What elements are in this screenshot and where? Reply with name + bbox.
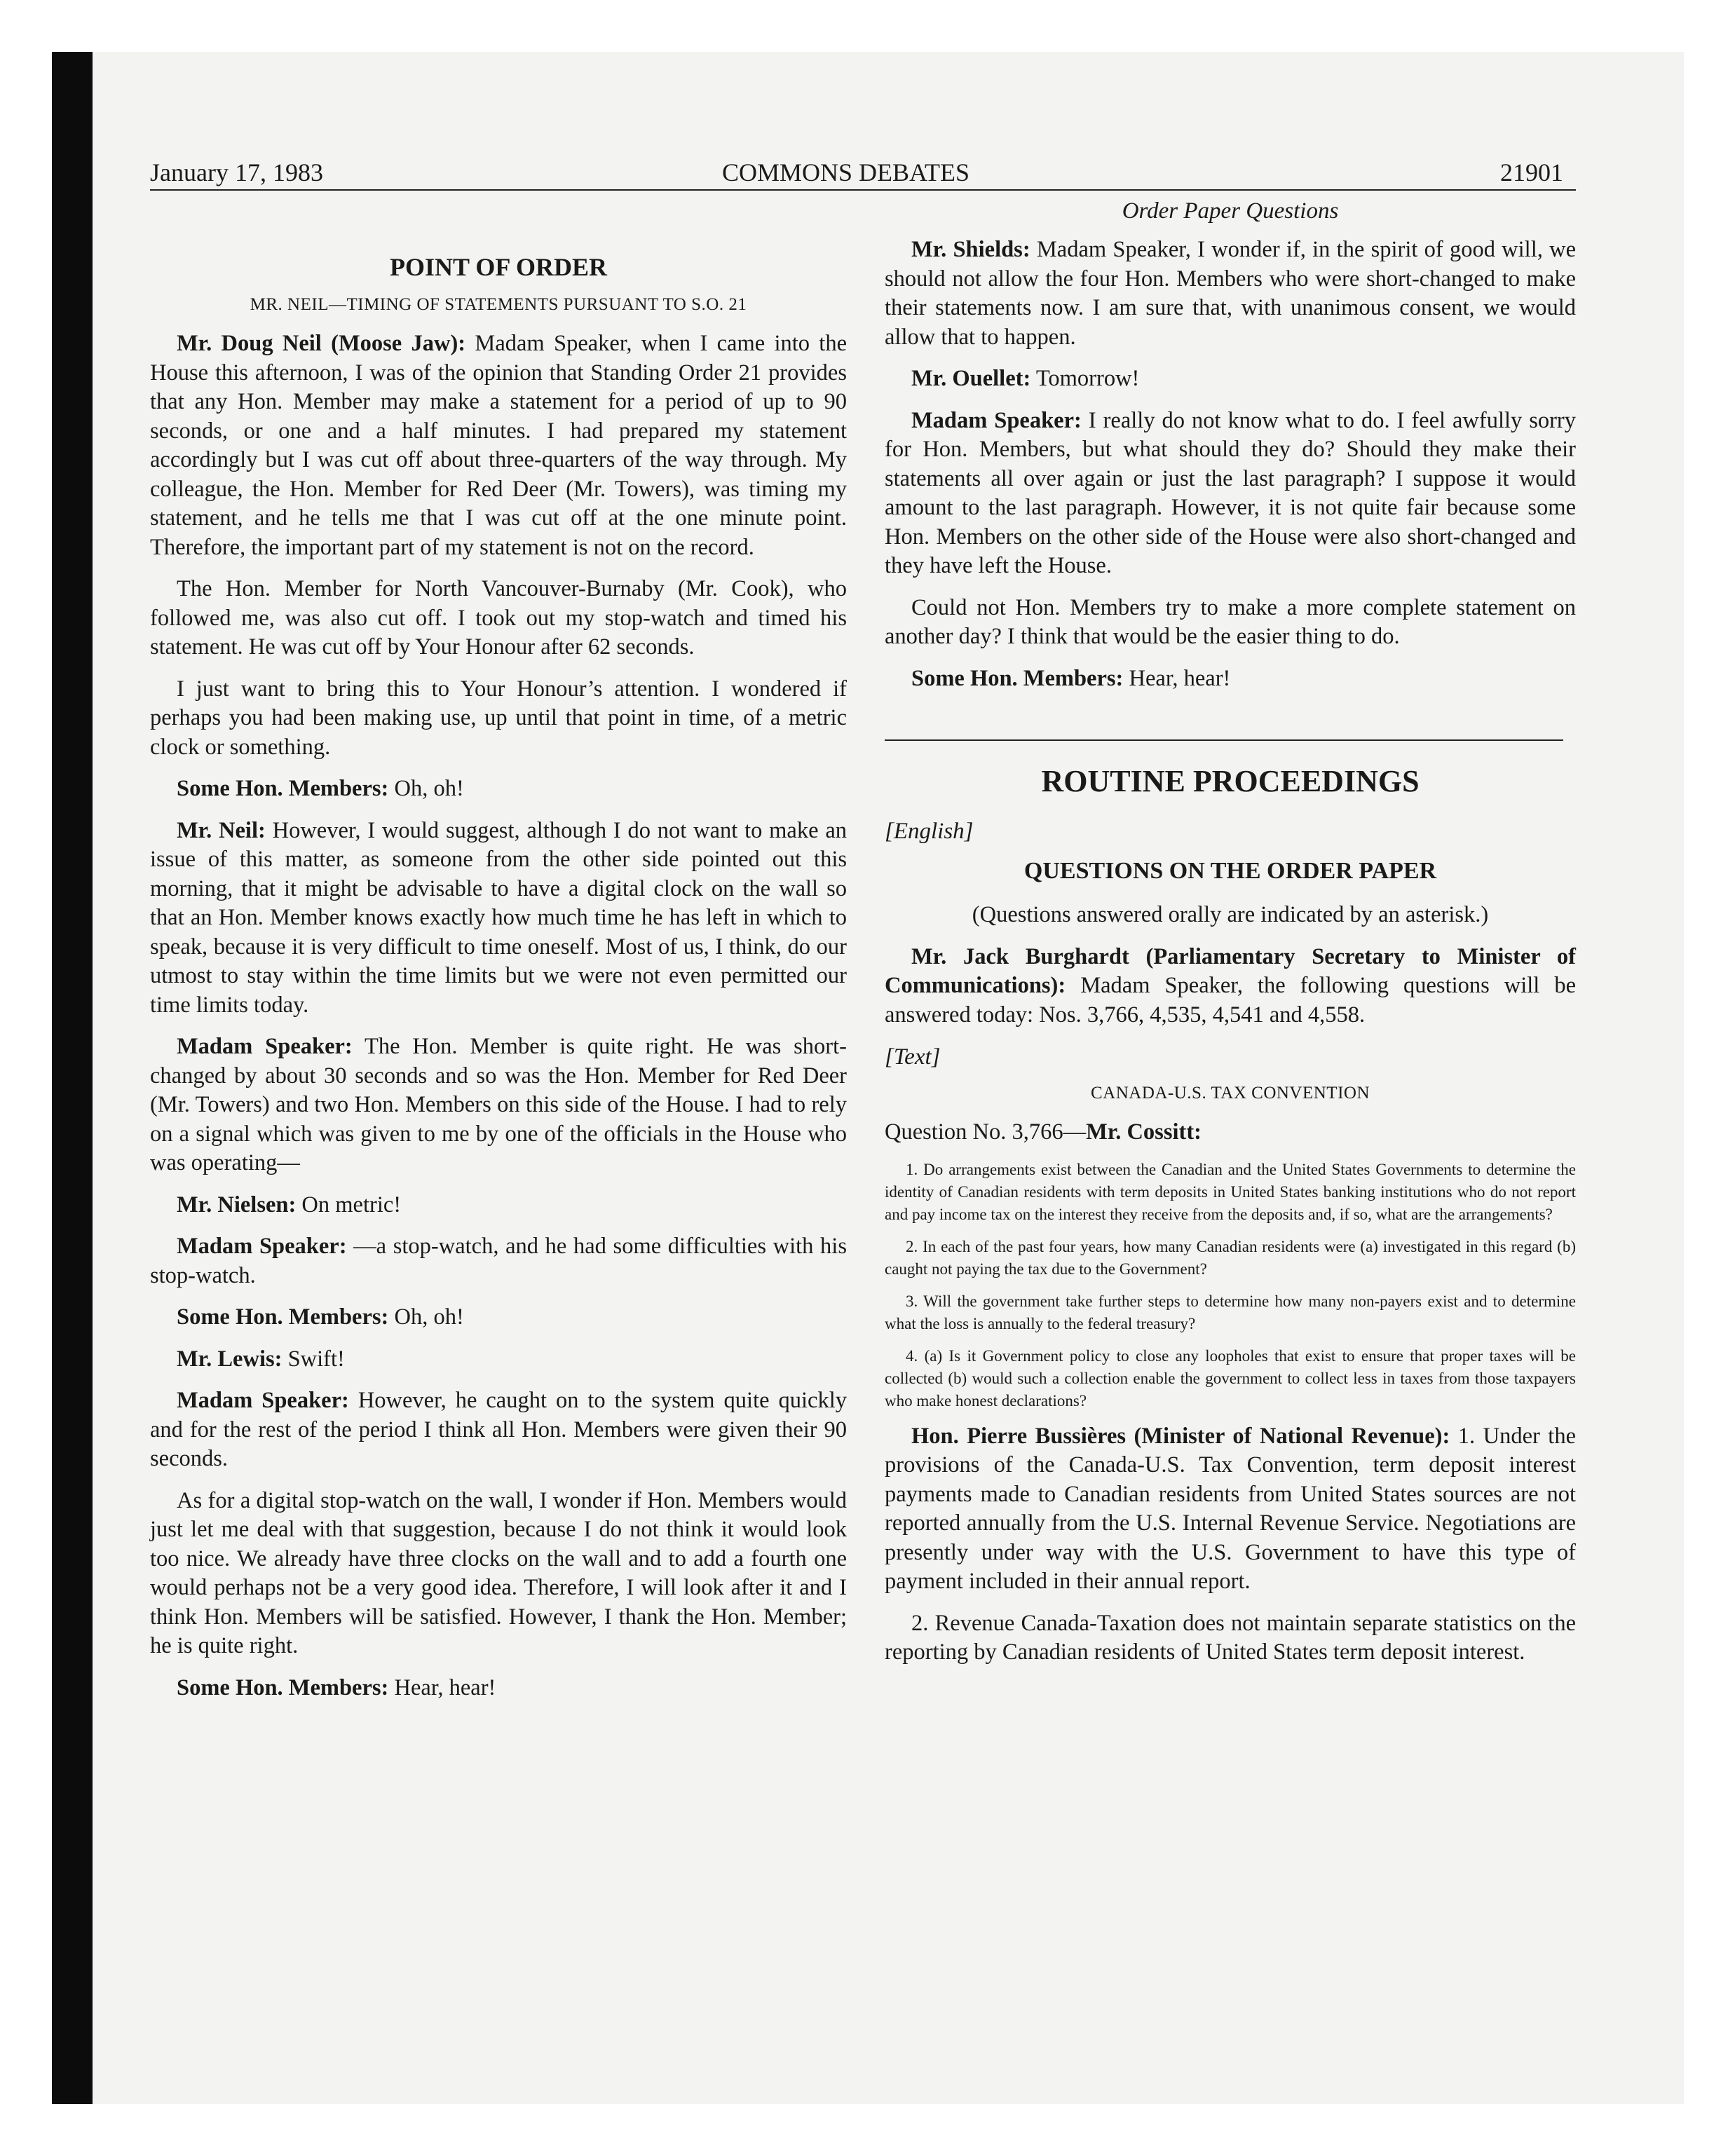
- question-item: 3. Will the government take further steps to determine how many non-payers exist and to determine what the loss is annually to the federal treasury?: [885, 1292, 1576, 1332]
- speaker-name: Hon. Pierre Bussières (Minister of National Revenue):: [911, 1423, 1450, 1449]
- speaker-name: Some Hon. Members:: [911, 665, 1124, 691]
- paragraph: Madam Speaker: —a stop-watch, and he had some difficulties with his stop-watch.: [150, 1234, 847, 1288]
- paragraph: 2. Revenue Canada-Taxation does not maintain separate statistics on the reporting by Canadian residents of United States term deposit interest.: [885, 1610, 1576, 1665]
- running-head: Order Paper Questions: [1122, 198, 1339, 224]
- paragraph: As for a digital stop-watch on the wall, I wonder if Hon. Members would just let me deal with that suggestion, because I do not think it would look too nice. We already have three clocks on the wall and to add a fourth one would perhaps not be a very good idea. Therefore, I will look after it and I think Hon. Members will be satisfied. However, I thank the Hon. Member; he is quite right.: [150, 1487, 847, 1658]
- paragraph: Mr. Doug Neil (Moose Jaw): Madam Speaker, when I came into the House this afternoon, I was of the opinion that Standing Order 21 provides that any Hon. Member may make a statement for a period of up to 90 seconds, or one and a half minutes. I had prepared my statement accordingly but I was cut off about three-quarters of the way through. My colleague, the Hon. Member for Red Deer (Mr. Towers), was timing my statement, and he tells me that I was cut off at the one minute point. Therefore, the important part of my statement is not on the record.: [150, 331, 848, 560]
- header-title: COMMONS DEBATES: [722, 158, 970, 186]
- left-column: [150, 196, 847, 1715]
- member-name: Mr. Cossitt:: [1086, 1119, 1202, 1145]
- question-item: 4. (a) Is it Government policy to close any loopholes that exist to ensure that proper taxes will be collected (b) would such a collection enable the government to collect less in taxes from those taxpayers who make honest declarations?: [885, 1346, 1576, 1410]
- paragraph: Some Hon. Members: Hear, hear!: [911, 665, 1231, 691]
- speaker-name: Mr. Neil:: [177, 817, 266, 843]
- header-date: January 17, 1983: [150, 158, 323, 186]
- speaker-name: Mr. Doug Neil (Moose Jaw):: [177, 331, 466, 356]
- section-heading-routine-proceedings: ROUTINE PROCEEDINGS: [1041, 764, 1420, 798]
- paragraph: Mr. Ouellet: Tomorrow!: [911, 366, 1140, 391]
- paragraph: Mr. Jack Burghardt (Parliamentary Secretary to Minister of Communications): Madam Speaker, the following questions will be answered today: Nos. 3,766, 4,535, 4,541 and 4,558.: [885, 943, 1576, 1028]
- paragraph: Madam Speaker: However, he caught on to the system quite quickly and for the rest of the period I think all Hon. Members were given their 90 seconds.: [150, 1388, 847, 1471]
- convention-heading: CANADA-U.S. TAX CONVENTION: [1090, 1084, 1370, 1103]
- paragraph: Could not Hon. Members try to make a more complete statement on another day? I think that would be the easier thing to do.: [885, 594, 1576, 649]
- speaker-name: Madam Speaker:: [911, 407, 1082, 433]
- header-rule: [150, 189, 1576, 191]
- speaker-name: Some Hon. Members:: [177, 776, 389, 801]
- paragraph: Madam Speaker: I really do not know what to do. I feel awfully sorry for Hon. Members, but what should they do? Should they make their statements all over again or just the last paragraph? I suppose it would amount to the last paragraph. However, it is not quite fair because some Hon. Members on the other side of the House were also short-changed and they have left the House.: [885, 407, 1576, 578]
- section-divider: [885, 739, 1563, 741]
- speaker-name: Madam Speaker:: [177, 1388, 349, 1413]
- section-subheading: MR. NEIL—TIMING OF STATEMENTS PURSUANT TO S.O. 21: [250, 295, 747, 314]
- paragraph: Madam Speaker: The Hon. Member is quite right. He was short-changed by about 30 seconds and so was the Hon. Member for Red Deer (Mr. Towers) and two Hon. Members on this side of the House. I had to rely on a signal which was given to me by one of the officials in the House who was operating—: [150, 1034, 847, 1175]
- speaker-name: Some Hon. Members:: [177, 1304, 389, 1330]
- paragraph: Some Hon. Members: Oh, oh!: [177, 1304, 464, 1330]
- scan-binding-edge: [52, 52, 93, 2104]
- question-item: 2. In each of the past four years, how many Canadian residents were (a) investigated in this regard (b) caught not paying the tax due to the Government?: [885, 1237, 1576, 1278]
- paragraph: Mr. Shields: Madam Speaker, I wonder if, in the spirit of good will, we should not allow the four Hon. Members who were short-changed to make their statements now. I am sure that, with unanimous consent, we would allow that to happen.: [885, 237, 1577, 350]
- speaker-name: Mr. Shields:: [911, 237, 1030, 262]
- paragraph: Mr. Nielsen: On metric!: [177, 1192, 402, 1217]
- speaker-name: Mr. Nielsen:: [177, 1192, 297, 1217]
- speaker-name: Madam Speaker:: [177, 1234, 347, 1259]
- paragraph: Some Hon. Members: Hear, hear!: [177, 1674, 496, 1700]
- question-item: 1. Do arrangements exist between the Canadian and the United States Governments to determine the identity of Canadian residents with term deposits in United States banking institutions who do not report and pay income tax on the interest they receive from the deposits and, if so, what are the arrangements?: [885, 1160, 1576, 1223]
- paragraph: The Hon. Member for North Vancouver-Burnaby (Mr. Cook), who followed me, was also cut off. I took out my stop-watch and timed his statement. He was cut off by Your Honour after 62 seconds.: [150, 576, 847, 660]
- speaker-name: Mr. Lewis:: [177, 1346, 283, 1372]
- language-tag: [English]: [885, 819, 974, 844]
- text-tag: [Text]: [885, 1044, 941, 1070]
- asterisk-note: (Questions answered orally are indicated by an asterisk.): [972, 902, 1489, 927]
- question-number: Question No. 3,766—Mr. Cossitt:: [885, 1119, 1202, 1145]
- header-page-number: 21901: [1500, 158, 1563, 186]
- paragraph: Some Hon. Members: Oh, oh!: [177, 776, 464, 801]
- section-heading-questions: QUESTIONS ON THE ORDER PAPER: [1023, 858, 1437, 884]
- speaker-name: Mr. Jack Burghardt (Parliamentary Secretary to Minister of Communications):: [885, 943, 1576, 998]
- right-column: [885, 196, 1576, 1680]
- paragraph: Mr. Lewis: Swift!: [177, 1346, 345, 1372]
- paragraph: Hon. Pierre Bussières (Minister of National Revenue): 1. Under the provisions of the Canada-U.S. Tax Convention, term deposit interest payments made to Canadian residents from United States sources are not reported annually from the U.S. Internal Revenue Service. Negotiations are presently under way with the U.S. Government to have this type of payment included in their annual report.: [885, 1423, 1576, 1594]
- section-heading-point-of-order: POINT OF ORDER: [389, 253, 608, 281]
- speaker-name: Mr. Ouellet:: [911, 366, 1031, 391]
- paragraph: Mr. Neil: However, I would suggest, although I do not want to make an issue of this matter, as someone from the other side pointed out this morning, that it might be advisable to have a digital clock on the wall so that an Hon. Member knows exactly how much time he has left in which to speak, because it is very difficult to time oneself. Most of us, I think, do our utmost to stay within the time limits but we were not even permitted our time limits today.: [150, 817, 847, 1018]
- speaker-name: Madam Speaker:: [177, 1034, 353, 1059]
- speaker-name: Some Hon. Members:: [177, 1674, 389, 1700]
- paragraph: I just want to bring this to Your Honour’s attention. I wondered if perhaps you had been making use, up until that point in time, of a metric clock or something.: [150, 676, 847, 760]
